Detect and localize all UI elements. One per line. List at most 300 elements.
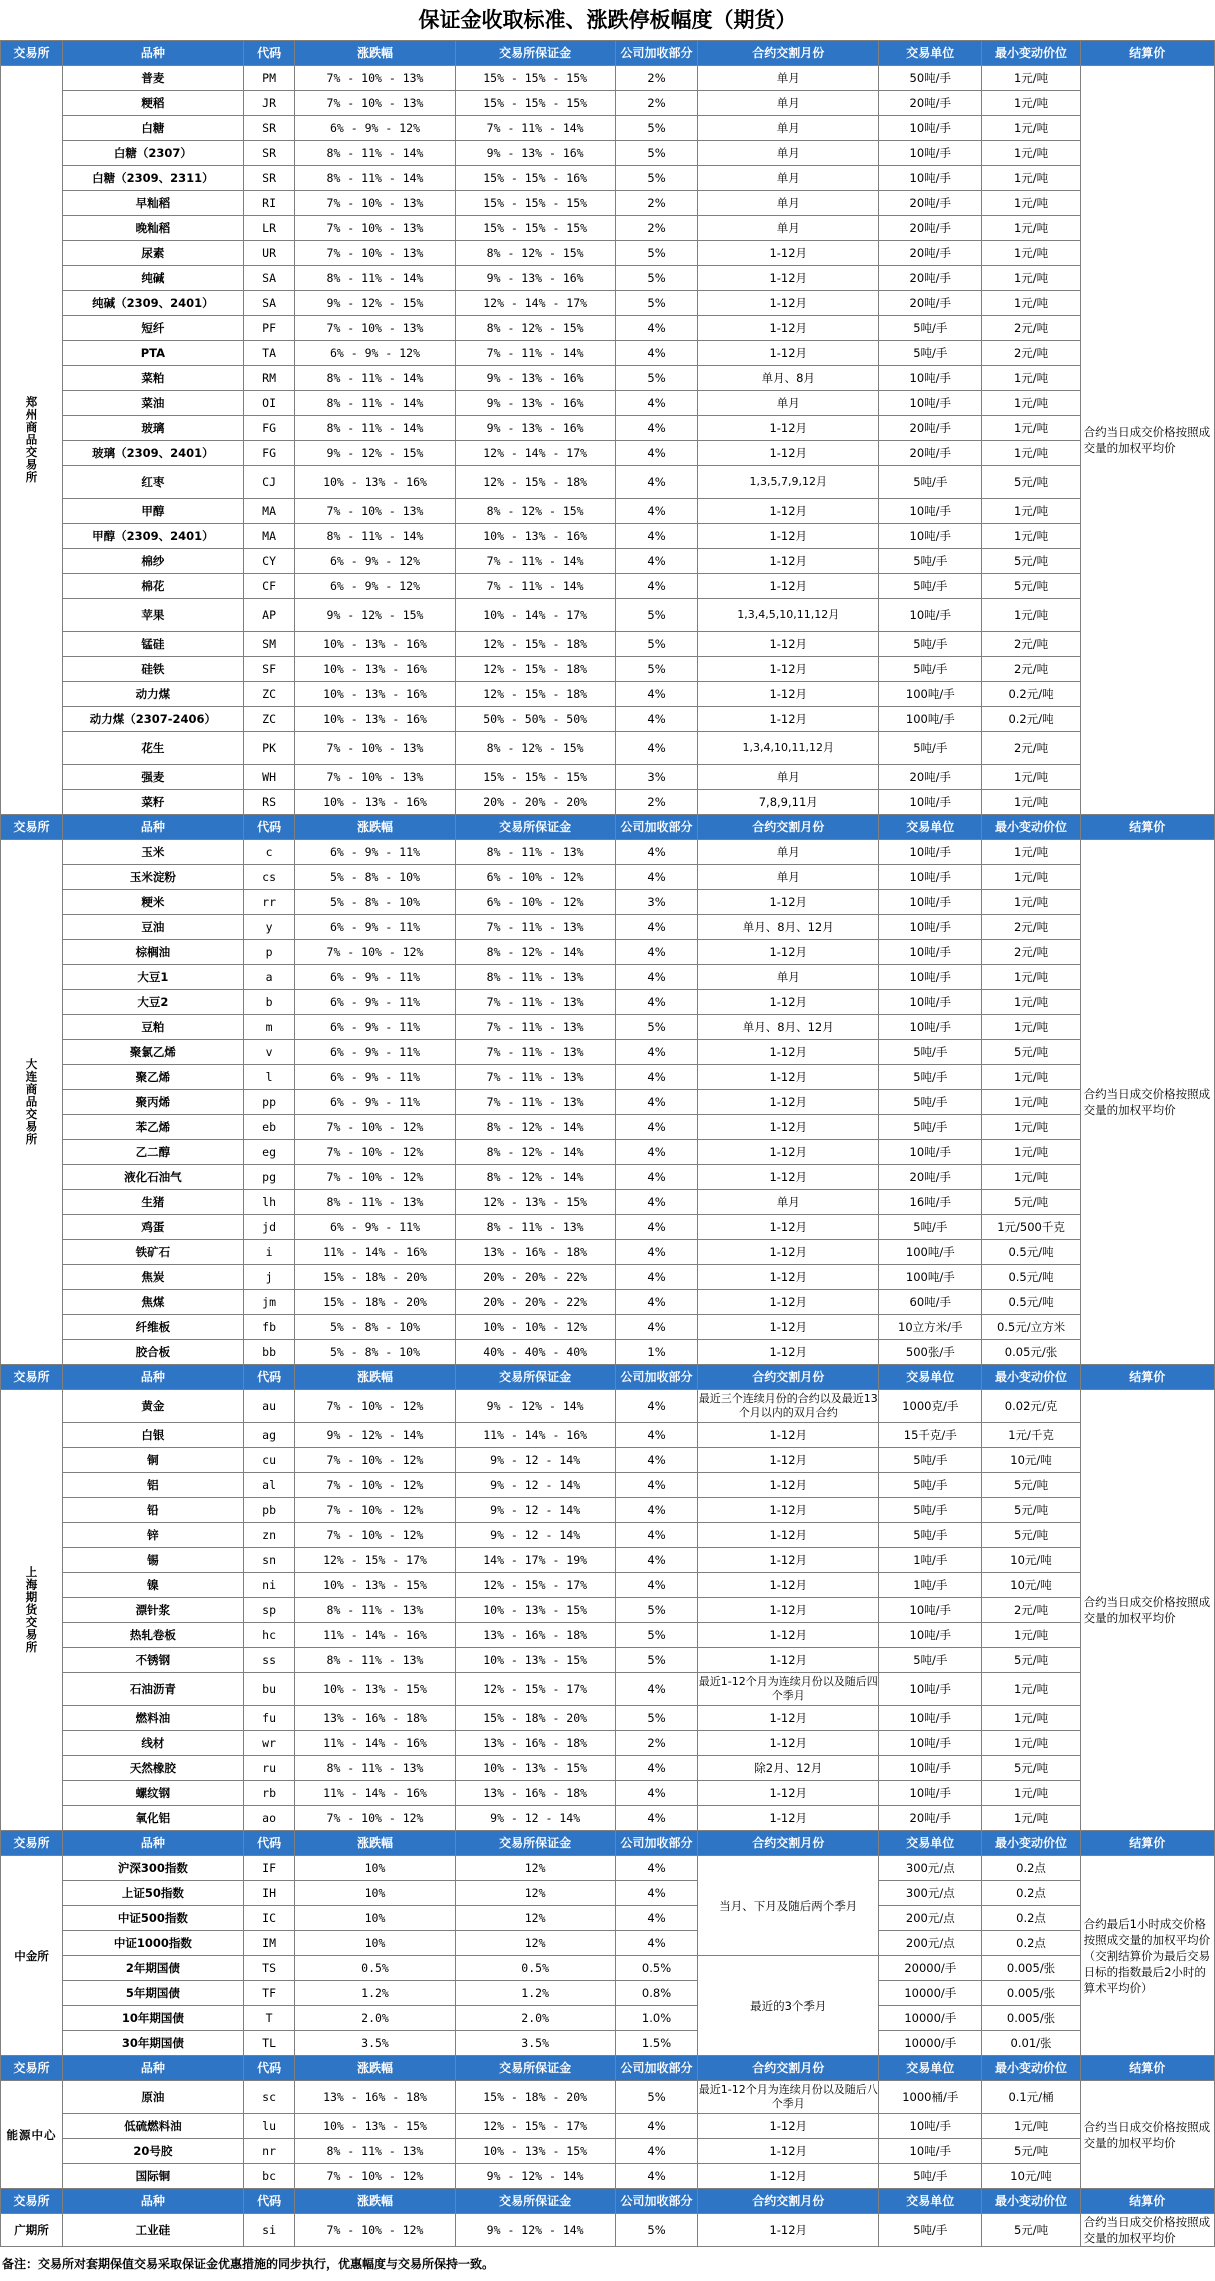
variety-name: 红枣 bbox=[62, 466, 243, 499]
min-tick: 0.5元/立方米 bbox=[982, 1315, 1080, 1340]
company-extra-margin: 4% bbox=[615, 316, 698, 341]
contract-code: PM bbox=[243, 66, 295, 91]
header-code: 代码 bbox=[243, 1831, 295, 1856]
min-tick: 1元/500千克 bbox=[982, 1215, 1080, 1240]
exchange-margin: 12% - 14% - 17% bbox=[455, 441, 615, 466]
variety-name: 硅铁 bbox=[62, 657, 243, 682]
company-extra-margin: 4% bbox=[615, 524, 698, 549]
min-tick: 1元/吨 bbox=[982, 1015, 1080, 1040]
table-row bbox=[1, 466, 1215, 499]
trading-unit: 200元/点 bbox=[879, 1931, 982, 1956]
min-tick: 0.5元/吨 bbox=[982, 1240, 1080, 1265]
header-extra: 公司加收部分 bbox=[615, 815, 698, 840]
min-tick: 2元/吨 bbox=[982, 732, 1080, 765]
trading-unit: 10吨/手 bbox=[879, 1756, 982, 1781]
settlement-price: 合约最后1小时成交价格按照成交量的加权平均价（交割结算价为最后交易日标的指数最后2小时的算术平均价） bbox=[1080, 1856, 1214, 2056]
contract-code: ZC bbox=[243, 682, 295, 707]
trading-unit: 10吨/手 bbox=[879, 599, 982, 632]
trading-unit: 5吨/手 bbox=[879, 316, 982, 341]
company-extra-margin: 4% bbox=[615, 707, 698, 732]
trading-unit: 20吨/手 bbox=[879, 216, 982, 241]
exchange-margin: 3.5% bbox=[455, 2031, 615, 2056]
trading-unit: 10吨/手 bbox=[879, 940, 982, 965]
price-limit: 11% - 14% - 16% bbox=[295, 1623, 455, 1648]
delivery-months: 1-12月 bbox=[698, 1040, 879, 1065]
trading-unit: 1吨/手 bbox=[879, 1548, 982, 1573]
min-tick: 0.2点 bbox=[982, 1881, 1080, 1906]
trading-unit: 10吨/手 bbox=[879, 499, 982, 524]
trading-unit: 10000/手 bbox=[879, 1981, 982, 2006]
delivery-months: 单月 bbox=[698, 191, 879, 216]
delivery-months: 1-12月 bbox=[698, 549, 879, 574]
trading-unit: 20吨/手 bbox=[879, 191, 982, 216]
header-code: 代码 bbox=[243, 815, 295, 840]
company-extra-margin: 5% bbox=[615, 366, 698, 391]
delivery-months: 1-12月 bbox=[698, 266, 879, 291]
price-limit: 10% bbox=[295, 1856, 455, 1881]
company-extra-margin: 5% bbox=[615, 266, 698, 291]
company-extra-margin: 4% bbox=[615, 1290, 698, 1315]
page-title: 保证金收取标准、涨跌停板幅度（期货） bbox=[418, 7, 797, 32]
price-limit: 8% - 11% - 14% bbox=[295, 141, 455, 166]
header-limit: 涨跌幅 bbox=[295, 41, 455, 66]
min-tick: 10元/吨 bbox=[982, 1573, 1080, 1598]
exchange-margin: 9% - 13% - 16% bbox=[455, 366, 615, 391]
contract-code: RI bbox=[243, 191, 295, 216]
variety-name: 鸡蛋 bbox=[62, 1215, 243, 1240]
variety-name: 生猪 bbox=[62, 1190, 243, 1215]
contract-code: sc bbox=[243, 2081, 295, 2114]
delivery-months: 1-12月 bbox=[698, 890, 879, 915]
header-exchange: 交易所 bbox=[1, 2056, 63, 2081]
delivery-months: 1-12月 bbox=[698, 2164, 879, 2189]
variety-name: 白糖（2307） bbox=[62, 141, 243, 166]
contract-code: lh bbox=[243, 1190, 295, 1215]
footnote: 备注：交易所对套期保值交易采取保证金优惠措施的同步执行，优惠幅度与交易所保持一致。 bbox=[2, 2257, 495, 2271]
delivery-months: 单月 bbox=[698, 965, 879, 990]
delivery-months: 1,3,4,5,10,11,12月 bbox=[698, 599, 879, 632]
company-extra-margin: 5% bbox=[615, 1706, 698, 1731]
company-extra-margin: 5% bbox=[615, 632, 698, 657]
company-extra-margin: 4% bbox=[615, 1806, 698, 1831]
company-extra-margin: 4% bbox=[615, 1523, 698, 1548]
table-row bbox=[1, 1215, 1215, 1240]
variety-name: 菜籽 bbox=[62, 790, 243, 815]
min-tick: 1元/吨 bbox=[982, 166, 1080, 191]
header-margin: 交易所保证金 bbox=[455, 2189, 615, 2214]
min-tick: 5元/吨 bbox=[982, 1040, 1080, 1065]
min-tick: 1元/吨 bbox=[982, 416, 1080, 441]
variety-name: 氧化铝 bbox=[62, 1806, 243, 1831]
company-extra-margin: 3% bbox=[615, 765, 698, 790]
min-tick: 1元/吨 bbox=[982, 1623, 1080, 1648]
price-limit: 9% - 12% - 15% bbox=[295, 599, 455, 632]
company-extra-margin: 4% bbox=[615, 1315, 698, 1340]
delivery-months: 1-12月 bbox=[698, 1140, 879, 1165]
variety-name: 5年期国债 bbox=[62, 1981, 243, 2006]
table-row bbox=[1, 890, 1215, 915]
exchange-margin: 15% - 15% - 15% bbox=[455, 765, 615, 790]
company-extra-margin: 3% bbox=[615, 890, 698, 915]
variety-name: 黄金 bbox=[62, 1390, 243, 1423]
variety-name: 上证50指数 bbox=[62, 1881, 243, 1906]
table-row bbox=[1, 1548, 1215, 1573]
price-limit: 6% - 9% - 12% bbox=[295, 549, 455, 574]
header-variety: 品种 bbox=[62, 1365, 243, 1390]
exchange-margin: 8% - 12% - 14% bbox=[455, 940, 615, 965]
price-limit: 10% - 13% - 15% bbox=[295, 1573, 455, 1598]
exchange-margin: 11% - 14% - 16% bbox=[455, 1423, 615, 1448]
contract-code: CY bbox=[243, 549, 295, 574]
company-extra-margin: 4% bbox=[615, 915, 698, 940]
exchange-margin: 13% - 16% - 18% bbox=[455, 1240, 615, 1265]
price-limit: 10% - 13% - 15% bbox=[295, 2114, 455, 2139]
delivery-months: 1-12月 bbox=[698, 682, 879, 707]
contract-code: RS bbox=[243, 790, 295, 815]
contract-code: wr bbox=[243, 1731, 295, 1756]
exchange-margin: 12% - 13% - 15% bbox=[455, 1190, 615, 1215]
min-tick: 0.01/张 bbox=[982, 2031, 1080, 2056]
header-margin: 交易所保证金 bbox=[455, 815, 615, 840]
price-limit: 6% - 9% - 11% bbox=[295, 840, 455, 865]
company-extra-margin: 4% bbox=[615, 1190, 698, 1215]
header-margin: 交易所保证金 bbox=[455, 1365, 615, 1390]
table-row bbox=[1, 865, 1215, 890]
header-exchange: 交易所 bbox=[1, 41, 63, 66]
price-limit: 9% - 12% - 14% bbox=[295, 1423, 455, 1448]
variety-name: 2年期国债 bbox=[62, 1956, 243, 1981]
price-limit: 9% - 12% - 15% bbox=[295, 291, 455, 316]
delivery-months: 最近的3个季月 bbox=[698, 1956, 879, 2056]
exchange-margin: 8% - 12% - 14% bbox=[455, 1165, 615, 1190]
contract-code: c bbox=[243, 840, 295, 865]
exchange-margin: 8% - 11% - 13% bbox=[455, 840, 615, 865]
min-tick: 10元/吨 bbox=[982, 1548, 1080, 1573]
header-delivery: 合约交割月份 bbox=[698, 2056, 879, 2081]
table-row bbox=[1, 1648, 1215, 1673]
contract-code: y bbox=[243, 915, 295, 940]
exchange-name: 中金所 bbox=[1, 1856, 63, 2056]
delivery-months: 1-12月 bbox=[698, 416, 879, 441]
company-extra-margin: 4% bbox=[615, 840, 698, 865]
delivery-months: 1-12月 bbox=[698, 1598, 879, 1623]
exchange-name: 能源中心 bbox=[1, 2081, 63, 2189]
table-row bbox=[1, 366, 1215, 391]
header-settle: 结算价 bbox=[1080, 815, 1214, 840]
header-limit: 涨跌幅 bbox=[295, 2056, 455, 2081]
variety-name: 螺纹钢 bbox=[62, 1781, 243, 1806]
delivery-months: 1-12月 bbox=[698, 1315, 879, 1340]
contract-code: bu bbox=[243, 1673, 295, 1706]
exchange-margin: 12% - 15% - 17% bbox=[455, 2114, 615, 2139]
delivery-months: 1-12月 bbox=[698, 1290, 879, 1315]
trading-unit: 20吨/手 bbox=[879, 291, 982, 316]
company-extra-margin: 0.8% bbox=[615, 1981, 698, 2006]
exchange-margin: 7% - 11% - 13% bbox=[455, 915, 615, 940]
header-tick: 最小变动价位 bbox=[982, 1365, 1080, 1390]
price-limit: 15% - 18% - 20% bbox=[295, 1290, 455, 1315]
exchange-margin: 13% - 16% - 18% bbox=[455, 1781, 615, 1806]
price-limit: 7% - 10% - 13% bbox=[295, 732, 455, 765]
table-row bbox=[1, 1931, 1215, 1956]
trading-unit: 60吨/手 bbox=[879, 1290, 982, 1315]
company-extra-margin: 4% bbox=[615, 1756, 698, 1781]
exchange-margin: 20% - 20% - 20% bbox=[455, 790, 615, 815]
price-limit: 10% - 13% - 16% bbox=[295, 632, 455, 657]
variety-name: 燃料油 bbox=[62, 1706, 243, 1731]
delivery-months: 1-12月 bbox=[698, 1423, 879, 1448]
header-tick: 最小变动价位 bbox=[982, 1831, 1080, 1856]
company-extra-margin: 4% bbox=[615, 732, 698, 765]
min-tick: 0.005/张 bbox=[982, 1981, 1080, 2006]
variety-name: 棉花 bbox=[62, 574, 243, 599]
trading-unit: 10吨/手 bbox=[879, 1623, 982, 1648]
exchange-margin: 10% - 14% - 17% bbox=[455, 599, 615, 632]
header-settle: 结算价 bbox=[1080, 2189, 1214, 2214]
min-tick: 2元/吨 bbox=[982, 632, 1080, 657]
variety-name: 豆粕 bbox=[62, 1015, 243, 1040]
delivery-months: 1-12月 bbox=[698, 2139, 879, 2164]
exchange-margin: 9% - 13% - 16% bbox=[455, 416, 615, 441]
header-variety: 品种 bbox=[62, 2189, 243, 2214]
exchange-margin: 7% - 11% - 14% bbox=[455, 549, 615, 574]
table-row bbox=[1, 1140, 1215, 1165]
exchange-margin: 7% - 11% - 13% bbox=[455, 1040, 615, 1065]
company-extra-margin: 4% bbox=[615, 1115, 698, 1140]
company-extra-margin: 4% bbox=[615, 549, 698, 574]
variety-name: 玻璃（2309、2401） bbox=[62, 441, 243, 466]
table-row bbox=[1, 1115, 1215, 1140]
min-tick: 1元/吨 bbox=[982, 241, 1080, 266]
table-row bbox=[1, 682, 1215, 707]
delivery-months: 1-12月 bbox=[698, 499, 879, 524]
exchange-margin: 9% - 13% - 16% bbox=[455, 141, 615, 166]
exchange-margin: 10% - 13% - 16% bbox=[455, 524, 615, 549]
contract-code: pp bbox=[243, 1090, 295, 1115]
table-row bbox=[1, 524, 1215, 549]
header-extra: 公司加收部分 bbox=[615, 1365, 698, 1390]
table-row bbox=[1, 599, 1215, 632]
table-row bbox=[1, 1781, 1215, 1806]
exchange-margin: 7% - 11% - 14% bbox=[455, 341, 615, 366]
contract-code: b bbox=[243, 990, 295, 1015]
trading-unit: 10吨/手 bbox=[879, 1015, 982, 1040]
table-row bbox=[1, 1498, 1215, 1523]
min-tick: 0.5元/吨 bbox=[982, 1290, 1080, 1315]
delivery-months: 1-12月 bbox=[698, 632, 879, 657]
contract-code: p bbox=[243, 940, 295, 965]
trading-unit: 100吨/手 bbox=[879, 1265, 982, 1290]
header-unit: 交易单位 bbox=[879, 2056, 982, 2081]
price-limit: 10% - 13% - 16% bbox=[295, 707, 455, 732]
price-limit: 8% - 11% - 13% bbox=[295, 1190, 455, 1215]
company-extra-margin: 2% bbox=[615, 191, 698, 216]
company-extra-margin: 2% bbox=[615, 1731, 698, 1756]
min-tick: 1元/吨 bbox=[982, 1140, 1080, 1165]
variety-name: 铜 bbox=[62, 1448, 243, 1473]
price-limit: 7% - 10% - 13% bbox=[295, 241, 455, 266]
company-extra-margin: 5% bbox=[615, 1598, 698, 1623]
trading-unit: 5吨/手 bbox=[879, 1473, 982, 1498]
price-limit: 8% - 11% - 13% bbox=[295, 1756, 455, 1781]
price-limit: 7% - 10% - 12% bbox=[295, 2214, 455, 2247]
variety-name: 苹果 bbox=[62, 599, 243, 632]
contract-code: sn bbox=[243, 1548, 295, 1573]
delivery-months: 1-12月 bbox=[698, 524, 879, 549]
min-tick: 1元/吨 bbox=[982, 1706, 1080, 1731]
header-settle: 结算价 bbox=[1080, 2056, 1214, 2081]
contract-code: IM bbox=[243, 1931, 295, 1956]
contract-code: RM bbox=[243, 366, 295, 391]
header-row bbox=[1, 41, 1215, 66]
header-tick: 最小变动价位 bbox=[982, 2189, 1080, 2214]
min-tick: 1元/吨 bbox=[982, 1090, 1080, 1115]
table-row bbox=[1, 391, 1215, 416]
table-row bbox=[1, 1240, 1215, 1265]
contract-code: fb bbox=[243, 1315, 295, 1340]
exchange-margin: 8% - 12% - 14% bbox=[455, 1140, 615, 1165]
exchange-margin: 12% - 15% - 18% bbox=[455, 682, 615, 707]
price-limit: 5% - 8% - 10% bbox=[295, 1340, 455, 1365]
company-extra-margin: 4% bbox=[615, 1548, 698, 1573]
table-row bbox=[1, 915, 1215, 940]
company-extra-margin: 5% bbox=[615, 1015, 698, 1040]
trading-unit: 300元/点 bbox=[879, 1856, 982, 1881]
price-limit: 6% - 9% - 12% bbox=[295, 574, 455, 599]
price-limit: 11% - 14% - 16% bbox=[295, 1781, 455, 1806]
contract-code: i bbox=[243, 1240, 295, 1265]
price-limit: 10% bbox=[295, 1906, 455, 1931]
exchange-margin: 12% - 15% - 17% bbox=[455, 1573, 615, 1598]
contract-code: cs bbox=[243, 865, 295, 890]
variety-name: 漂针浆 bbox=[62, 1598, 243, 1623]
price-limit: 15% - 18% - 20% bbox=[295, 1265, 455, 1290]
company-extra-margin: 4% bbox=[615, 1931, 698, 1956]
company-extra-margin: 2% bbox=[615, 66, 698, 91]
exchange-margin: 10% - 13% - 15% bbox=[455, 1598, 615, 1623]
min-tick: 5元/吨 bbox=[982, 2139, 1080, 2164]
variety-name: 10年期国债 bbox=[62, 2006, 243, 2031]
exchange-margin: 12% bbox=[455, 1881, 615, 1906]
min-tick: 0.2点 bbox=[982, 1931, 1080, 1956]
price-limit: 6% - 9% - 11% bbox=[295, 1090, 455, 1115]
company-extra-margin: 4% bbox=[615, 1165, 698, 1190]
company-extra-margin: 5% bbox=[615, 657, 698, 682]
delivery-months: 7,8,9,11月 bbox=[698, 790, 879, 815]
exchange-margin: 12% - 15% - 18% bbox=[455, 632, 615, 657]
trading-unit: 10吨/手 bbox=[879, 1781, 982, 1806]
header-unit: 交易单位 bbox=[879, 41, 982, 66]
exchange-margin: 9% - 12 - 14% bbox=[455, 1523, 615, 1548]
variety-name: 天然橡胶 bbox=[62, 1756, 243, 1781]
contract-code: SR bbox=[243, 166, 295, 191]
trading-unit: 10吨/手 bbox=[879, 366, 982, 391]
company-extra-margin: 4% bbox=[615, 940, 698, 965]
trading-unit: 5吨/手 bbox=[879, 1065, 982, 1090]
header-margin: 交易所保证金 bbox=[455, 1831, 615, 1856]
variety-name: 棕榈油 bbox=[62, 940, 243, 965]
contract-code: SR bbox=[243, 116, 295, 141]
variety-name: 白银 bbox=[62, 1423, 243, 1448]
company-extra-margin: 4% bbox=[615, 1040, 698, 1065]
exchange-margin: 7% - 11% - 13% bbox=[455, 990, 615, 1015]
table-row bbox=[1, 732, 1215, 765]
contract-code: SA bbox=[243, 291, 295, 316]
contract-code: zn bbox=[243, 1523, 295, 1548]
contract-code: ss bbox=[243, 1648, 295, 1673]
table-row bbox=[1, 840, 1215, 865]
company-extra-margin: 4% bbox=[615, 1215, 698, 1240]
variety-name: 纯碱（2309、2401） bbox=[62, 291, 243, 316]
settlement-price: 合约当日成交价格按照成交量的加权平均价 bbox=[1080, 840, 1214, 1365]
min-tick: 1元/吨 bbox=[982, 1115, 1080, 1140]
min-tick: 0.2点 bbox=[982, 1906, 1080, 1931]
exchange-margin: 10% - 10% - 12% bbox=[455, 1315, 615, 1340]
table-row bbox=[1, 141, 1215, 166]
table-row bbox=[1, 940, 1215, 965]
price-limit: 7% - 10% - 13% bbox=[295, 66, 455, 91]
company-extra-margin: 2% bbox=[615, 790, 698, 815]
table-row bbox=[1, 441, 1215, 466]
exchange-margin: 14% - 17% - 19% bbox=[455, 1548, 615, 1573]
variety-name: 石油沥青 bbox=[62, 1673, 243, 1706]
contract-code: SR bbox=[243, 141, 295, 166]
header-settle: 结算价 bbox=[1080, 41, 1214, 66]
trading-unit: 5吨/手 bbox=[879, 632, 982, 657]
contract-code: hc bbox=[243, 1623, 295, 1648]
trading-unit: 10吨/手 bbox=[879, 2139, 982, 2164]
company-extra-margin: 4% bbox=[615, 1240, 698, 1265]
contract-code: rb bbox=[243, 1781, 295, 1806]
company-extra-margin: 4% bbox=[615, 466, 698, 499]
variety-name: 短纤 bbox=[62, 316, 243, 341]
delivery-months: 1-12月 bbox=[698, 707, 879, 732]
trading-unit: 50吨/手 bbox=[879, 66, 982, 91]
company-extra-margin: 2% bbox=[615, 91, 698, 116]
min-tick: 2元/吨 bbox=[982, 657, 1080, 682]
contract-code: eb bbox=[243, 1115, 295, 1140]
exchange-margin: 10% - 13% - 15% bbox=[455, 1648, 615, 1673]
company-extra-margin: 5% bbox=[615, 166, 698, 191]
min-tick: 1元/吨 bbox=[982, 840, 1080, 865]
table-row bbox=[1, 1265, 1215, 1290]
price-limit: 7% - 10% - 12% bbox=[295, 1498, 455, 1523]
header-row bbox=[1, 1831, 1215, 1856]
exchange-margin: 9% - 12 - 14% bbox=[455, 1498, 615, 1523]
delivery-months: 单月 bbox=[698, 66, 879, 91]
price-limit: 7% - 10% - 12% bbox=[295, 1140, 455, 1165]
table-row bbox=[1, 657, 1215, 682]
variety-name: 动力煤 bbox=[62, 682, 243, 707]
company-extra-margin: 4% bbox=[615, 2164, 698, 2189]
min-tick: 5元/吨 bbox=[982, 1473, 1080, 1498]
variety-name: 菜粕 bbox=[62, 366, 243, 391]
table-row bbox=[1, 1448, 1215, 1473]
delivery-months: 1-12月 bbox=[698, 1065, 879, 1090]
variety-name: 粳稻 bbox=[62, 91, 243, 116]
delivery-months: 单月、8月 bbox=[698, 366, 879, 391]
company-extra-margin: 4% bbox=[615, 965, 698, 990]
min-tick: 2元/吨 bbox=[982, 1598, 1080, 1623]
variety-name: 铝 bbox=[62, 1473, 243, 1498]
trading-unit: 20吨/手 bbox=[879, 765, 982, 790]
table-row bbox=[1, 1756, 1215, 1781]
variety-name: 低硫燃料油 bbox=[62, 2114, 243, 2139]
variety-name: 晚籼稻 bbox=[62, 216, 243, 241]
header-extra: 公司加收部分 bbox=[615, 2056, 698, 2081]
contract-code: SA bbox=[243, 266, 295, 291]
header-settle: 结算价 bbox=[1080, 1831, 1214, 1856]
